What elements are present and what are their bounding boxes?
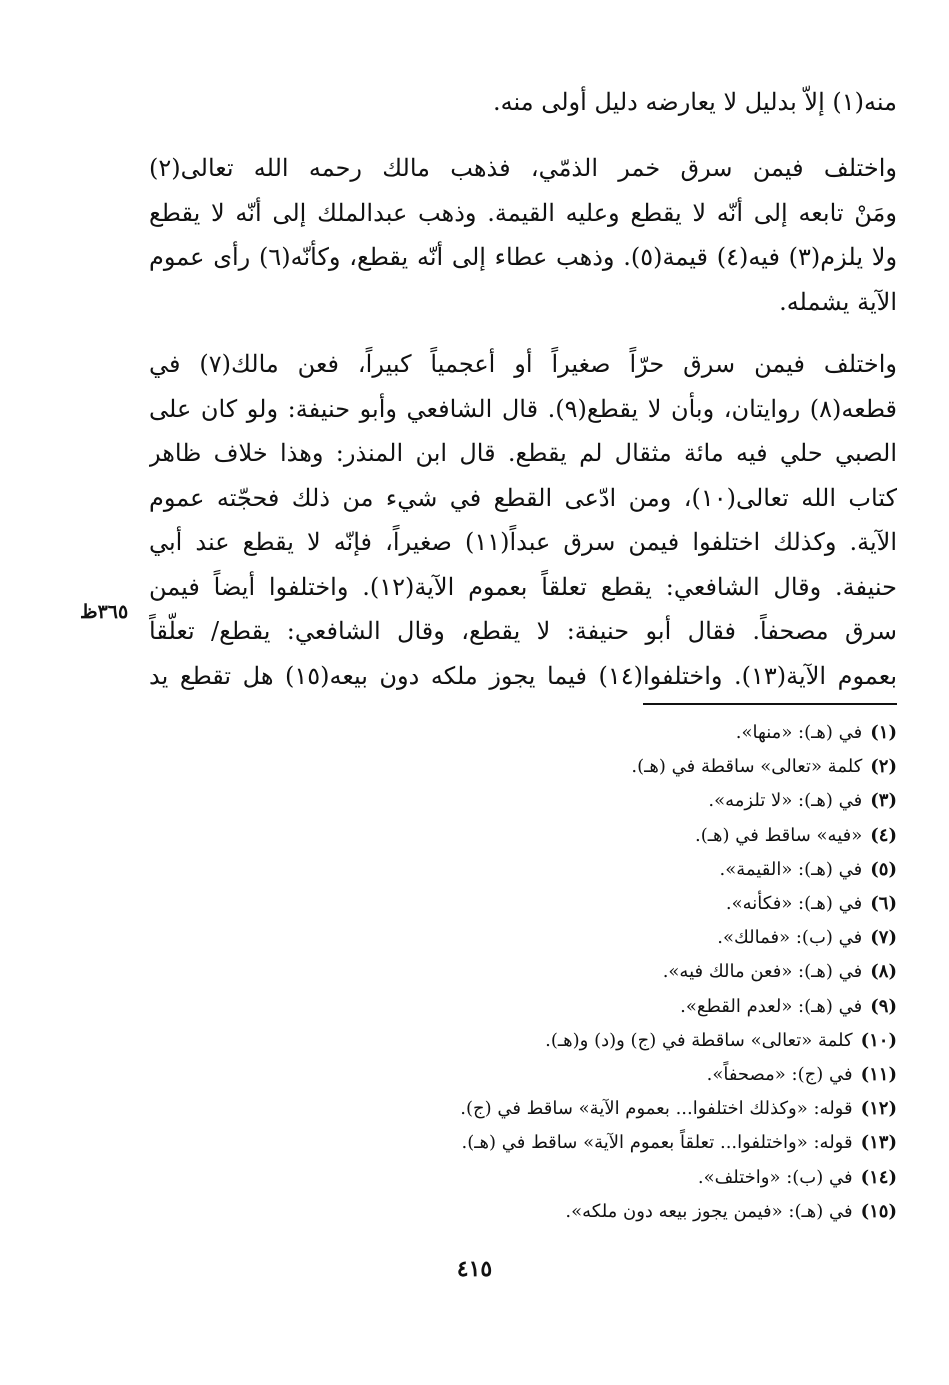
footnote-number: (١٣) <box>860 1132 897 1154</box>
footnote-item <box>337 853 897 887</box>
paragraph-1 <box>149 80 897 125</box>
footnotes-list <box>337 716 897 1229</box>
footnote-text: «فيه» ساقط في (هـ). <box>694 824 863 846</box>
text-line: ومَنْ تابعه إلى أنّه لا يقطع وعليه القيمة. وذهب عبدالملك إلى أنّه لا يقطع <box>149 198 897 227</box>
footnote-number: (٧) <box>870 927 897 949</box>
text-line: الصبي حلي فيه مائة مثقال لم يقطع. قال ابن المنذر: وهذا خلاف ظاهر <box>149 439 897 467</box>
text-line: الآية. وكذلك اختلفوا فيمن سرق عبداً(١١) صغيراً، فإنّه لا يقطع عند أبي <box>149 528 897 556</box>
text-line: كتاب الله تعالى(١٠)، ومن ادّعى القطع في شيء من ذلك فحجّته عموم <box>149 483 897 512</box>
footnote-item <box>337 784 897 818</box>
footnote-item <box>337 716 897 750</box>
footnote-item <box>337 1126 897 1160</box>
page-number: ٤١٥ <box>456 1256 493 1282</box>
text-line: قطعه(٨) روايتان، وبأن لا يقطع(٩). قال الشافعي وأبو حنيفة: ولو كان على <box>149 394 897 423</box>
footnote-number: (١٢) <box>860 1098 897 1120</box>
footnote-item <box>337 1092 897 1126</box>
footnote-item <box>337 819 897 853</box>
footnote-number: (١١) <box>860 1064 897 1086</box>
text-line: الآية يشمله. <box>779 287 897 316</box>
paragraph-3 <box>149 342 897 698</box>
footnote-number: (٢) <box>870 756 897 778</box>
footnote-text: في (هـ): «منها». <box>735 722 863 743</box>
footnote-number: (١) <box>870 722 897 743</box>
footnote-text: في (هـ): «لا تلزمه». <box>708 790 863 812</box>
footnote-text: قوله: «وكذلك اختلفوا... بعموم الآية» ساقط في (ج). <box>460 1098 853 1120</box>
footnote-number: (١٥) <box>860 1200 897 1222</box>
footnote-item <box>337 921 897 955</box>
footnote-text: في (هـ): «القيمة». <box>719 858 863 880</box>
text-line: ولا يلزم(٣) فيه(٤) قيمة(٥). وذهب عطاء إلى أنّه يقطع، وكأنّه(٦) رأى عموم <box>149 243 897 271</box>
footnote-item <box>337 1058 897 1092</box>
footnote-item <box>337 1161 897 1195</box>
footnote-text: في (ج): «مصحفاً». <box>706 1064 853 1086</box>
footnote-item <box>337 887 897 921</box>
footnote-number: (١٤) <box>860 1166 897 1188</box>
footnote-item <box>337 955 897 989</box>
footnote-text: في (ب): «فمالك». <box>717 927 863 949</box>
text-line: بعموم الآية(١٣). واختلفوا(١٤) فيما يجوز ملكه دون بيعه(١٥) هل تقطع يد <box>149 661 897 690</box>
footnote-item <box>337 1195 897 1229</box>
footnote-text: كلمة «تعالى» ساقطة في (هـ). <box>631 756 863 778</box>
text-line: حنيفة. وقال الشافعي: يقطع تعلقاً بعموم الآية(١٢). واختلفوا أيضاً فيمن <box>149 572 897 601</box>
footnote-number: (٤) <box>870 824 897 846</box>
text-line: واختلف فيمن سرق خمر الذمّي، فذهب مالك رحمه الله تعالى(٢) <box>149 154 897 182</box>
footnote-number: (٥) <box>870 858 897 880</box>
manuscript-folio-marker: ٣٦٥ظ <box>80 601 129 623</box>
text-line: سرق مصحفاً. فقال أبو حنيفة: لا يقطع، وقال الشافعي: يقطع/ تعلّقاً <box>149 617 897 645</box>
footnote-number: (٣) <box>870 790 897 812</box>
footnote-number: (١٠) <box>860 1029 897 1051</box>
footnote-text: في (ب): «واختلف». <box>697 1166 853 1188</box>
footnote-text: قوله: «واختلفوا... تعلقاً بعموم الآية» ساقط في (هـ). <box>461 1132 853 1154</box>
footnote-item <box>337 750 897 784</box>
footnote-text: في (هـ): «فعن مالك فيه». <box>662 961 863 983</box>
footnote-number: (٨) <box>870 961 897 983</box>
footnote-item <box>337 1024 897 1058</box>
footnote-divider <box>643 703 897 705</box>
footnote-text: في (هـ): «لعدم القطع». <box>680 995 863 1017</box>
text-line: واختلف فيمن سرق حرّاً صغيراً أو أعجمياً كبيراً، فعن مالك(٧) في <box>149 350 897 378</box>
footnote-text: في (هـ): «فكأنه». <box>725 893 863 915</box>
footnote-item <box>337 990 897 1024</box>
paragraph-2 <box>149 146 897 324</box>
footnote-text: كلمة «تعالى» ساقطة في (ج) و(د) و(هـ). <box>545 1029 853 1051</box>
footnote-number: (٩) <box>870 995 897 1017</box>
footnote-number: (٦) <box>870 893 897 915</box>
text-line: منه(١) إلاّ بدليل لا يعارضه دليل أولى منه. <box>492 88 897 116</box>
footnote-text: في (هـ): «فيمن يجوز بيعه دون ملكه». <box>565 1200 853 1222</box>
